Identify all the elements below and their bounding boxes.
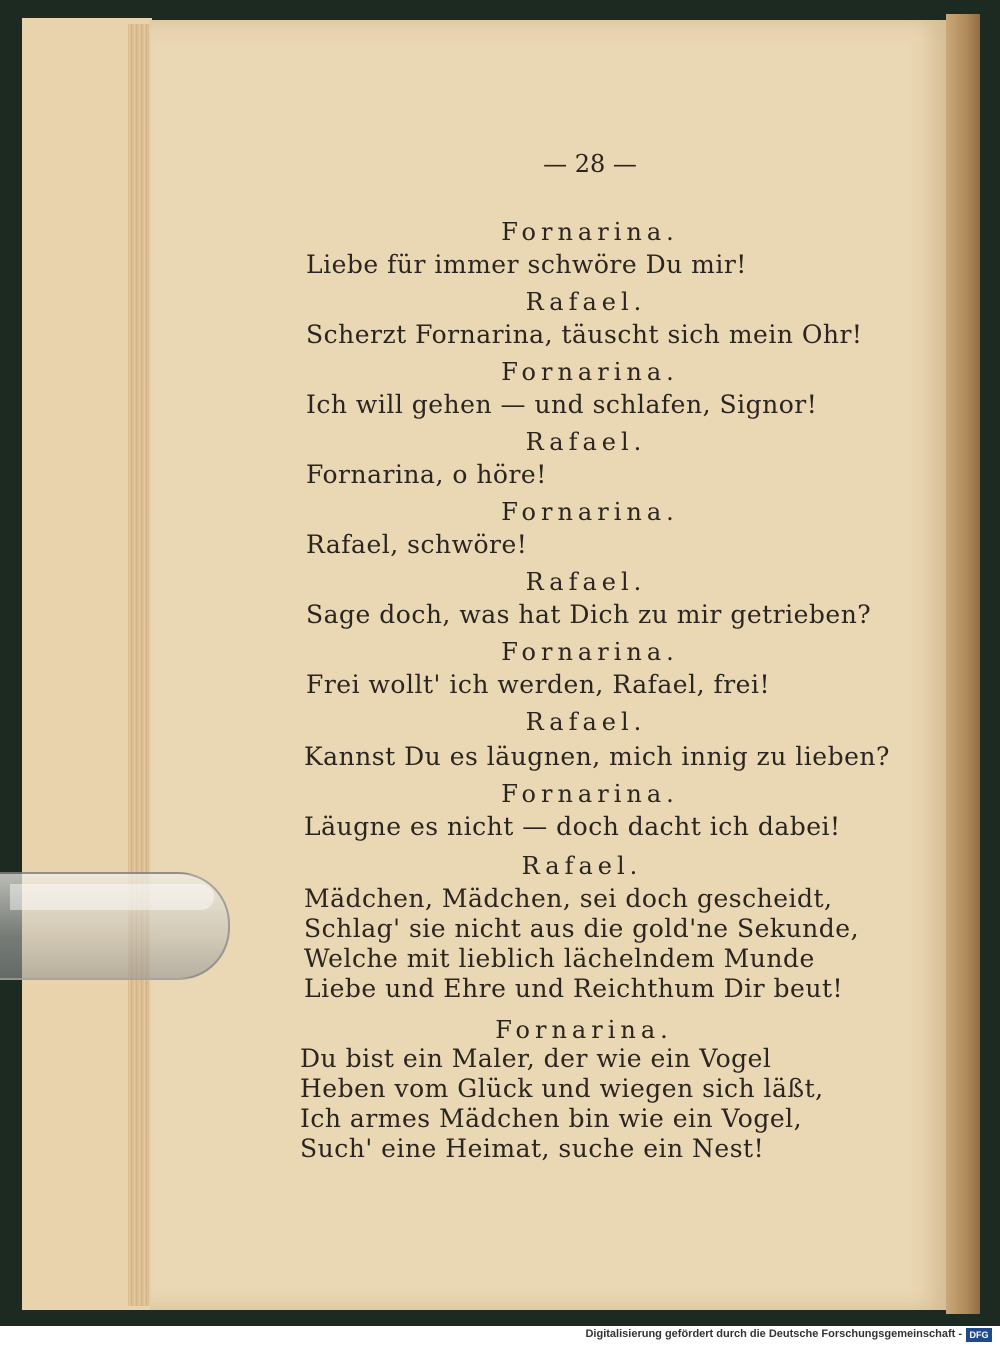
verse-line: Schlag' sie nicht aus die gold'ne Sekunde, — [304, 914, 860, 943]
verse-line: Rafael, schwöre! — [306, 530, 528, 559]
verse-line: Heben vom Glück und wiegen sich läßt, — [300, 1074, 824, 1103]
speaker-label: Rafael. — [525, 708, 647, 736]
verse-line: Fornarina, o höre! — [306, 460, 547, 489]
verse-line: Ich will gehen — und schlafen, Signor! — [306, 390, 818, 419]
verse-line: Frei wollt' ich werden, Rafael, frei! — [306, 670, 771, 699]
verse-line: Ich armes Mädchen bin wie ein Vogel, — [300, 1104, 803, 1133]
funding-credit: Digitalisierung gefördert durch die Deutsche Forschungsgemeinschaft - — [585, 1328, 962, 1340]
verse-line: Du bist ein Maler, der wie ein Vogel — [300, 1044, 772, 1073]
verse-line: Such' eine Heimat, suche ein Nest! — [300, 1134, 765, 1163]
speaker-label: Fornarina. — [501, 358, 679, 386]
speaker-label: Fornarina. — [501, 218, 679, 246]
page-number: — 28 — — [543, 150, 637, 178]
verse-line: Kannst Du es läugnen, mich innig zu lieben? — [304, 742, 890, 771]
speaker-label: Fornarina. — [501, 638, 679, 666]
speaker-label: Fornarina. — [495, 1016, 673, 1044]
book-spine-edge — [946, 14, 980, 1314]
speaker-label: Fornarina. — [501, 780, 679, 808]
speaker-label: Rafael. — [521, 852, 643, 880]
speaker-label: Fornarina. — [501, 498, 679, 526]
verse-line: Mädchen, Mädchen, sei doch gescheidt, — [304, 884, 833, 913]
footer-bar — [0, 1326, 1000, 1346]
verse-line: Scherzt Fornarina, täuscht sich mein Ohr! — [306, 320, 863, 349]
speaker-label: Rafael. — [525, 568, 647, 596]
verse-line: Sage doch, was hat Dich zu mir getrieben? — [306, 600, 872, 629]
speaker-label: Rafael. — [525, 288, 647, 316]
verse-line: Liebe für immer schwöre Du mir! — [306, 250, 747, 279]
dfg-logo: DFG — [966, 1328, 992, 1342]
verse-line: Liebe und Ehre und Reichthum Dir beut! — [304, 974, 844, 1003]
verse-line: Läugne es nicht — doch dacht ich dabei! — [304, 812, 841, 841]
speaker-label: Rafael. — [525, 428, 647, 456]
verse-line: Welche mit lieblich lächelndem Munde — [304, 944, 815, 973]
transparent-bookmark — [0, 872, 230, 980]
